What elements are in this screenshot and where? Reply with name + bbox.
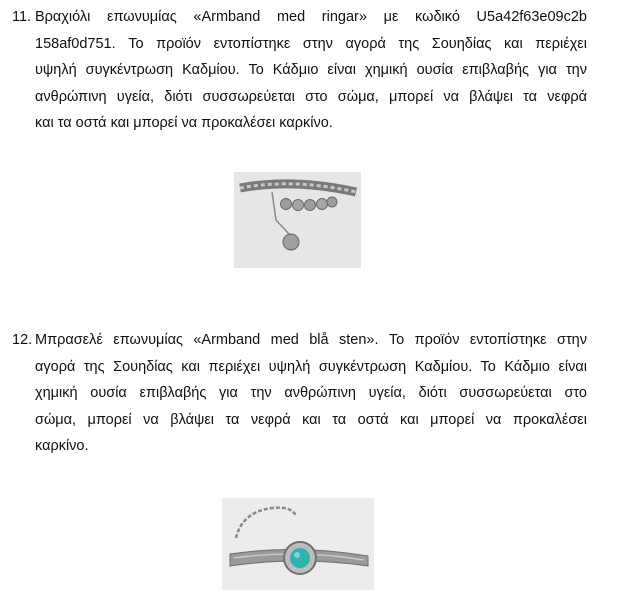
item-description	[35, 327, 587, 460]
item-description	[35, 4, 587, 137]
text-line: Μπρασελέ επωνυμίας «Armband med blå sten». Το προϊόν εντοπίστηκε στην	[35, 332, 587, 348]
text-line: υψηλή συγκέντρωση Καδμίου. Το Κάδμιο είναι χημική ουσία επιβλαβής για την	[35, 62, 587, 78]
bracelet-with-rings-photo	[234, 172, 361, 268]
text-line: καρκίνο.	[35, 438, 89, 454]
text-line: αγορά της Σουηδίας και περιέχει υψηλή συγκέντρωση Καδμίου. Το Κάδμιο είναι	[35, 358, 587, 375]
text-line: χημική ουσία επιβλαβής για την ανθρώπινη υγεία, διότι συσσωρεύεται στο	[35, 385, 587, 401]
text-line: 158af0d751. Το προϊόν εντοπίστηκε στην αγορά της Σουηδίας και περιέχει	[35, 35, 587, 52]
item-number: 12.	[12, 332, 33, 348]
item-number: 11.	[12, 9, 32, 25]
text-line: σώμα, μπορεί να βλάψει τα νεφρά και τα οστά και μπορεί να προκαλέσει	[35, 411, 587, 428]
text-line: Βραχιόλι επωνυμίας «Armband med ringar» με κωδικό U5a42f63e09c2b	[35, 9, 587, 25]
bracelet-with-blue-stone-photo	[222, 498, 374, 590]
text-line: ανθρώπινη υγεία, διότι συσσωρεύεται στο σώμα, μπορεί να βλάψει τα νεφρά	[35, 88, 587, 105]
text-line: και τα οστά και μπορεί να προκαλέσει καρκίνο.	[35, 115, 333, 131]
